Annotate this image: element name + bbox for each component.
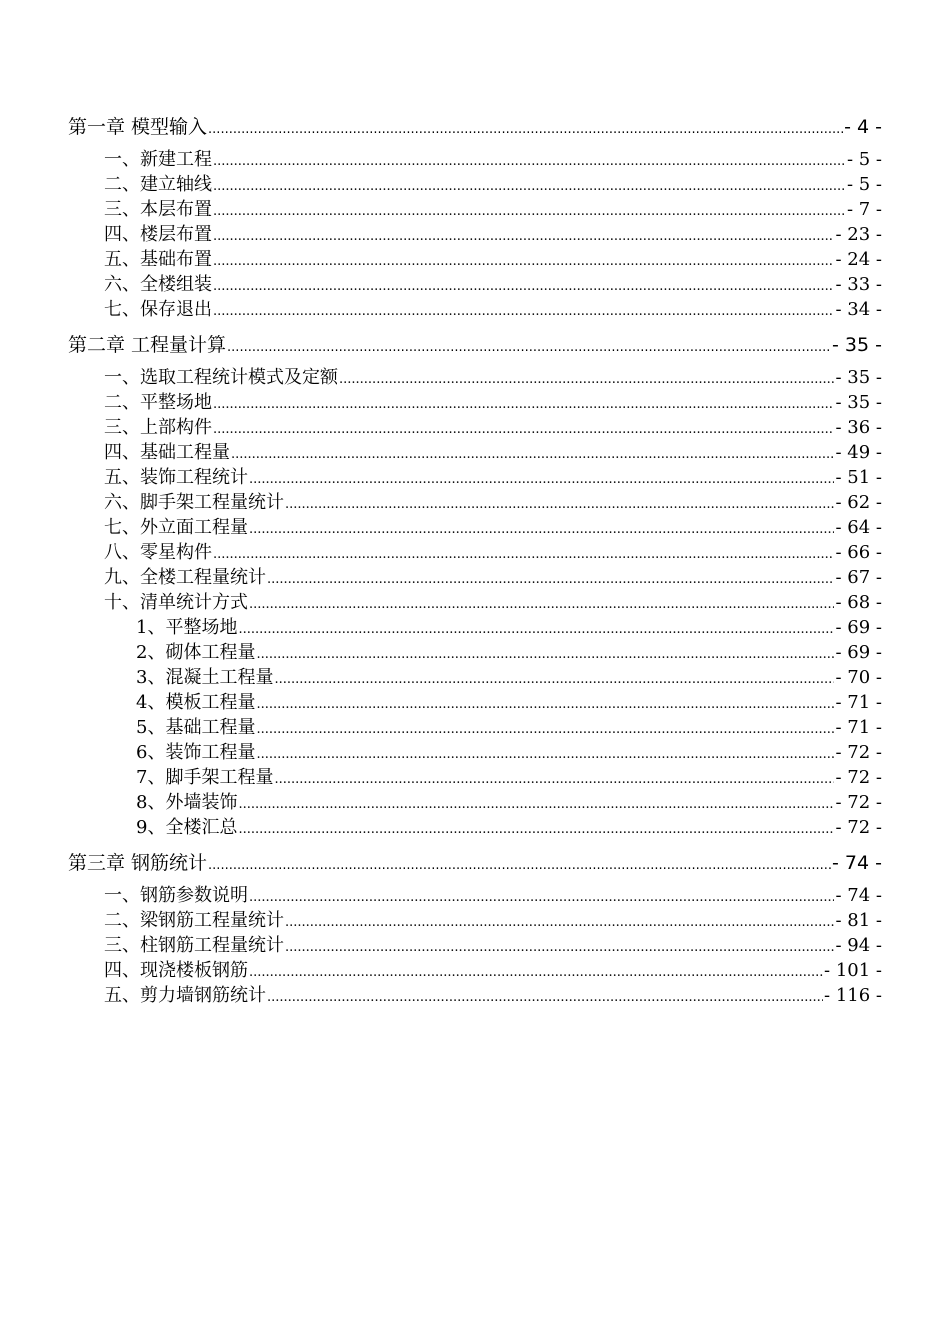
toc-leader-dots bbox=[213, 197, 846, 224]
toc-leader-dots bbox=[213, 415, 834, 442]
toc-entry-page-number: - 101 - bbox=[824, 960, 882, 981]
toc-leader-dots bbox=[213, 147, 846, 174]
toc-entry-page-number: - 64 - bbox=[835, 517, 882, 538]
toc-section-entry[interactable] bbox=[68, 665, 882, 690]
toc-entry-label: 第一章 模型输入 bbox=[68, 116, 208, 138]
toc-entry-page-number: - 5 - bbox=[846, 174, 882, 195]
toc-entry-label: 三、上部构件 bbox=[104, 417, 212, 438]
toc-entry-page-number: - 94 - bbox=[835, 935, 882, 956]
toc-entry-label: 2、砌体工程量 bbox=[136, 642, 256, 663]
toc-section-entry[interactable] bbox=[68, 615, 882, 640]
toc-section-entry[interactable] bbox=[68, 465, 882, 490]
toc-entry-page-number: - 67 - bbox=[835, 567, 882, 588]
toc-entry-page-number: - 35 - bbox=[835, 392, 882, 413]
toc-section-entry[interactable] bbox=[68, 540, 882, 565]
toc-entry-page-number: - 71 - bbox=[835, 717, 882, 738]
toc-leader-dots bbox=[238, 815, 834, 842]
toc-entry-page-number: - 72 - bbox=[835, 767, 882, 788]
toc-leader-dots bbox=[213, 272, 834, 299]
toc-entry-label: 五、剪力墙钢筋统计 bbox=[104, 985, 266, 1006]
toc-section-entry[interactable] bbox=[68, 222, 882, 247]
toc-entry-label: 6、装饰工程量 bbox=[136, 742, 256, 763]
toc-entry-page-number: - 24 - bbox=[835, 249, 882, 270]
toc-leader-dots bbox=[249, 465, 834, 492]
toc-entry-label: 三、柱钢筋工程量统计 bbox=[104, 935, 284, 956]
toc-section-entry[interactable] bbox=[68, 247, 882, 272]
toc-section-entry[interactable] bbox=[68, 815, 882, 840]
toc-leader-dots bbox=[238, 790, 834, 817]
toc-section-entry[interactable] bbox=[68, 740, 882, 765]
toc-section-entry[interactable] bbox=[68, 365, 882, 390]
toc-leader-dots bbox=[285, 933, 834, 960]
toc-entry-label: 一、钢筋参数说明 bbox=[104, 885, 248, 906]
toc-entry-label: 5、基础工程量 bbox=[136, 717, 256, 738]
toc-leader-dots bbox=[267, 983, 823, 1010]
toc-entry-page-number: - 7 - bbox=[846, 199, 882, 220]
toc-entry-page-number: - 70 - bbox=[835, 667, 882, 688]
toc-entry-page-number: - 36 - bbox=[835, 417, 882, 438]
toc-section-entry[interactable] bbox=[68, 590, 882, 615]
toc-entry-label: 二、梁钢筋工程量统计 bbox=[104, 910, 284, 931]
toc-entry-label: 7、脚手架工程量 bbox=[136, 767, 274, 788]
toc-leader-dots bbox=[208, 114, 843, 143]
toc-leader-dots bbox=[238, 615, 834, 642]
toc-entry-page-number: - 74 - bbox=[832, 852, 882, 874]
toc-leader-dots bbox=[267, 565, 834, 592]
toc-leader-dots bbox=[231, 440, 834, 467]
toc-entry-page-number: - 33 - bbox=[835, 274, 882, 295]
toc-entry-page-number: - 71 - bbox=[835, 692, 882, 713]
toc-entry-label: 第三章 钢筋统计 bbox=[68, 852, 208, 874]
toc-section-entry[interactable] bbox=[68, 440, 882, 465]
toc-entry-label: 一、选取工程统计模式及定额 bbox=[104, 367, 338, 388]
toc-entry-page-number: - 49 - bbox=[835, 442, 882, 463]
table-of-contents bbox=[68, 114, 882, 1008]
toc-entry-label: 二、建立轴线 bbox=[104, 174, 212, 195]
toc-section-entry[interactable] bbox=[68, 297, 882, 322]
toc-chapter-entry[interactable] bbox=[68, 850, 882, 877]
toc-entry-page-number: - 74 - bbox=[835, 885, 882, 906]
toc-section-entry[interactable] bbox=[68, 883, 882, 908]
toc-section-entry[interactable] bbox=[68, 908, 882, 933]
toc-entry-page-number: - 4 - bbox=[844, 116, 882, 138]
toc-section-entry[interactable] bbox=[68, 983, 882, 1008]
toc-entry-label: 十、清单统计方式 bbox=[104, 592, 248, 613]
toc-entry-page-number: - 81 - bbox=[835, 910, 882, 931]
toc-leader-dots bbox=[213, 222, 834, 249]
toc-entry-page-number: - 69 - bbox=[835, 617, 882, 638]
toc-section-entry[interactable] bbox=[68, 640, 882, 665]
toc-entry-page-number: - 62 - bbox=[835, 492, 882, 513]
toc-entry-page-number: - 5 - bbox=[846, 149, 882, 170]
toc-entry-page-number: - 72 - bbox=[835, 817, 882, 838]
toc-section-entry[interactable] bbox=[68, 958, 882, 983]
toc-entry-label: 四、楼层布置 bbox=[104, 224, 212, 245]
toc-leader-dots bbox=[227, 332, 831, 361]
toc-entry-label: 九、全楼工程量统计 bbox=[104, 567, 266, 588]
toc-section-entry[interactable] bbox=[68, 690, 882, 715]
toc-entry-label: 一、新建工程 bbox=[104, 149, 212, 170]
toc-entry-label: 六、脚手架工程量统计 bbox=[104, 492, 284, 513]
toc-entry-page-number: - 69 - bbox=[835, 642, 882, 663]
toc-section-entry[interactable] bbox=[68, 197, 882, 222]
toc-entry-label: 第二章 工程量计算 bbox=[68, 334, 227, 356]
toc-entry-label: 三、本层布置 bbox=[104, 199, 212, 220]
toc-chapter-entry[interactable] bbox=[68, 114, 882, 141]
toc-entry-page-number: - 116 - bbox=[824, 985, 882, 1006]
toc-section-entry[interactable] bbox=[68, 515, 882, 540]
toc-entry-page-number: - 34 - bbox=[835, 299, 882, 320]
toc-leader-dots bbox=[256, 715, 834, 742]
toc-section-entry[interactable] bbox=[68, 565, 882, 590]
toc-entry-label: 四、基础工程量 bbox=[104, 442, 230, 463]
toc-leader-dots bbox=[213, 540, 834, 567]
toc-entry-label: 七、外立面工程量 bbox=[104, 517, 248, 538]
toc-leader-dots bbox=[213, 247, 834, 274]
toc-section-entry[interactable] bbox=[68, 765, 882, 790]
toc-entry-page-number: - 35 - bbox=[835, 367, 882, 388]
toc-leader-dots bbox=[208, 850, 831, 879]
toc-entry-label: 八、零星构件 bbox=[104, 542, 212, 563]
toc-leader-dots bbox=[213, 390, 834, 417]
toc-leader-dots bbox=[274, 665, 834, 692]
toc-chapter-entry[interactable] bbox=[68, 332, 882, 359]
toc-entry-page-number: - 72 - bbox=[835, 742, 882, 763]
toc-section-entry[interactable] bbox=[68, 933, 882, 958]
toc-leader-dots bbox=[256, 690, 834, 717]
toc-section-entry[interactable] bbox=[68, 790, 882, 815]
toc-entry-label: 二、平整场地 bbox=[104, 392, 212, 413]
toc-entry-label: 四、现浇楼板钢筋 bbox=[104, 960, 248, 981]
toc-leader-dots bbox=[213, 172, 846, 199]
toc-entry-label: 3、混凝土工程量 bbox=[136, 667, 274, 688]
toc-entry-label: 1、平整场地 bbox=[136, 617, 238, 638]
toc-leader-dots bbox=[213, 297, 834, 324]
toc-entry-page-number: - 66 - bbox=[835, 542, 882, 563]
toc-leader-dots bbox=[249, 515, 834, 542]
toc-section-entry[interactable] bbox=[68, 490, 882, 515]
toc-section-entry[interactable] bbox=[68, 272, 882, 297]
toc-entry-label: 五、装饰工程统计 bbox=[104, 467, 248, 488]
toc-leader-dots bbox=[256, 640, 834, 667]
toc-leader-dots bbox=[285, 908, 834, 935]
toc-leader-dots bbox=[249, 958, 823, 985]
toc-entry-label: 五、基础布置 bbox=[104, 249, 212, 270]
toc-entry-label: 8、外墙装饰 bbox=[136, 792, 238, 813]
toc-leader-dots bbox=[285, 490, 834, 517]
toc-leader-dots bbox=[274, 765, 834, 792]
toc-section-entry[interactable] bbox=[68, 415, 882, 440]
toc-leader-dots bbox=[256, 740, 834, 767]
toc-entry-page-number: - 35 - bbox=[832, 334, 882, 356]
toc-section-entry[interactable] bbox=[68, 147, 882, 172]
toc-entry-label: 六、全楼组装 bbox=[104, 274, 212, 295]
toc-section-entry[interactable] bbox=[68, 715, 882, 740]
toc-entry-page-number: - 68 - bbox=[835, 592, 882, 613]
toc-entry-label: 七、保存退出 bbox=[104, 299, 212, 320]
toc-section-entry[interactable] bbox=[68, 172, 882, 197]
toc-leader-dots bbox=[249, 590, 834, 617]
toc-leader-dots bbox=[339, 365, 834, 392]
toc-entry-label: 4、模板工程量 bbox=[136, 692, 256, 713]
toc-entry-page-number: - 72 - bbox=[835, 792, 882, 813]
toc-entry-label: 9、全楼汇总 bbox=[136, 817, 238, 838]
toc-entry-page-number: - 23 - bbox=[835, 224, 882, 245]
toc-section-entry[interactable] bbox=[68, 390, 882, 415]
toc-leader-dots bbox=[249, 883, 834, 910]
toc-entry-page-number: - 51 - bbox=[835, 467, 882, 488]
